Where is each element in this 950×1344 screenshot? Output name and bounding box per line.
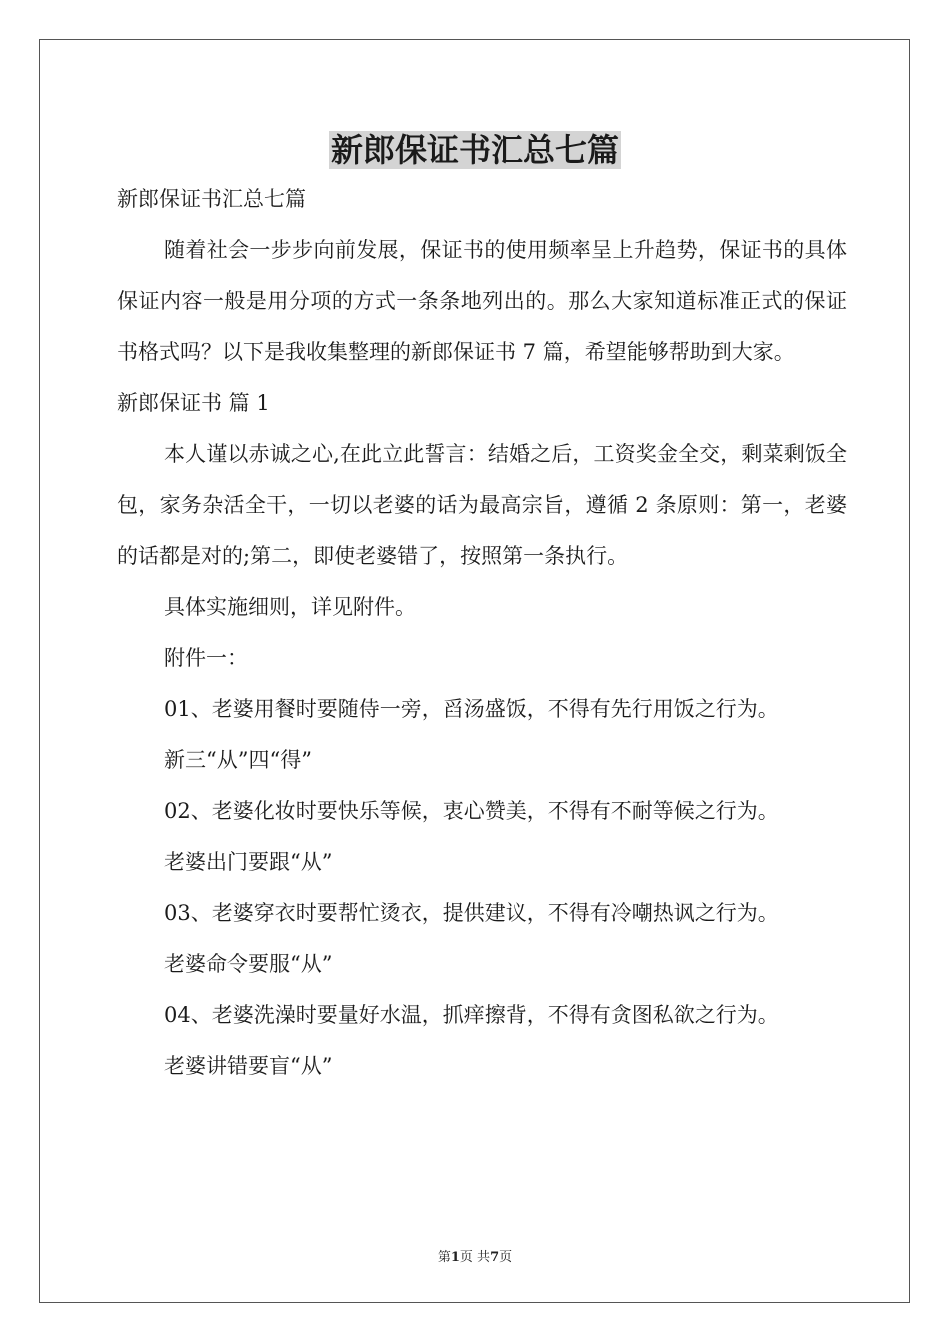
appendix-item: 新三“从”四“得”: [164, 748, 312, 772]
details-line: 具体实施细则，详见附件。: [164, 595, 416, 619]
appendix-title: 附件一：: [164, 646, 248, 670]
appendix-item: 01、老婆用餐时要随侍一旁，舀汤盛饭，不得有先行用饭之行为。: [164, 697, 779, 721]
appendix-item: 04、老婆洗澡时要量好水温，抓痒擦背，不得有贪图私欲之行为。: [164, 1003, 779, 1027]
page-prefix: 第: [437, 1250, 451, 1265]
section-heading: 新郎保证书 篇 1: [117, 391, 270, 415]
page-footer: [0, 1249, 950, 1267]
document-subtitle: 新郎保证书汇总七篇: [117, 187, 306, 211]
page-suffix: 页: [499, 1250, 513, 1265]
appendix-item: 老婆讲错要盲“从”: [164, 1054, 333, 1078]
appendix-item: 02、老婆化妆时要快乐等候，衷心赞美，不得有不耐等候之行为。: [164, 799, 779, 823]
document-title: [0, 126, 950, 174]
appendix-item: 老婆命令要服“从”: [164, 952, 333, 976]
appendix-item: 03、老婆穿衣时要帮忙烫衣，提供建议，不得有冷嘲热讽之行为。: [164, 901, 779, 925]
document-body: [117, 174, 847, 1092]
page-current: 1: [450, 1250, 460, 1265]
appendix-item: 老婆出门要跟“从”: [164, 850, 333, 874]
intro-paragraph: 随着社会一步步向前发展，保证书的使用频率呈上升趋势，保证书的具体保证内容一般是用分项的方式一条条地列出的。那么大家知道标准正式的保证书格式吗？以下是我收集整理的新郎保证书 7 篇，希望能够帮助到大家。: [117, 238, 847, 364]
page-total: 7: [490, 1250, 500, 1265]
oath-paragraph: 本人谨以赤诚之心,在此立此誓言：结婚之后，工资奖金全交，剩菜剩饭全包，家务杂活全干，一切以老婆的话为最高宗旨，遵循 2 条原则：第一，老婆的话都是对的;第二，即使老婆错了，按照第一条执行。: [117, 442, 847, 568]
title-highlight: 新郎保证书汇总七篇: [330, 131, 619, 169]
page-mid: 页 共: [459, 1250, 491, 1265]
